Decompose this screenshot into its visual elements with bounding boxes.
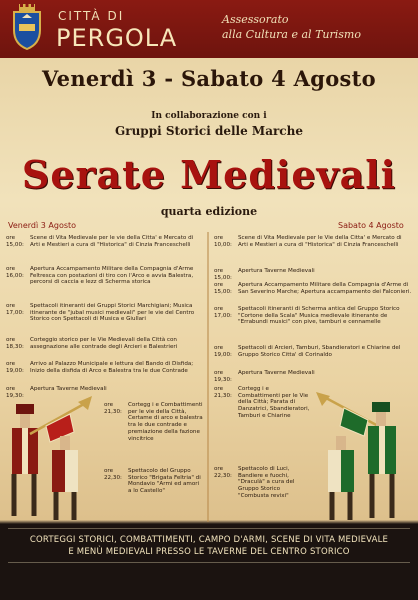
program-item — [6, 266, 202, 286]
program-time: ore 16,00: — [6, 266, 24, 279]
trumpeters-left-illustration — [6, 396, 106, 524]
program-text: Cortegg i e Combattimenti per le vie della Città, Certame di arco e balestra tra le due contrade e premiazione della fazione vincitrice — [128, 402, 203, 442]
program-text: Spettacoli itineranti dei Gruppi Storici Marchigiani; Musica itinerante de "jubal musici medievali" per le vie del Centro Storico con Spettacoli di Musica e Giullari — [30, 303, 195, 323]
trumpeter-right-figure-2 — [328, 436, 354, 520]
program-text: Scene di Vita Medievale per le vie della Citta' e Mercato di Arti e Mestieri a cura di "Historica" di Cinzia Franceschelli — [30, 235, 194, 248]
program-text: Spettacolo del Gruppo Storico "Brigata Feltria" di Mondavio "Armi ed amori a lo Castello" — [128, 468, 201, 495]
program-item-late — [104, 468, 204, 495]
program-time: ore 21,30: — [214, 386, 232, 399]
trumpeter-left-figure — [12, 404, 38, 516]
program-item — [214, 306, 412, 326]
program-time: ore 19,30: — [6, 386, 24, 399]
assessorato-line-1: Assessorato — [222, 13, 289, 26]
program-time: ore 18,30: — [6, 337, 24, 350]
trumpeters-right-illustration — [312, 392, 414, 524]
program-time: ore 15,00: — [214, 282, 232, 295]
trumpet-left-icon — [30, 396, 92, 442]
program-time: ore 22,30: — [104, 468, 122, 481]
program-item — [214, 370, 412, 383]
program-text: Spettacolo di Luci, Bandiere e fuochi, "Draculà" a cura del Gruppo Storico "Combusta revixi" — [238, 466, 295, 499]
collaboration-line: In collaborazione con i — [151, 111, 267, 121]
assessorato-line-2: alla Cultura e al Turismo — [222, 28, 361, 41]
program-item-late — [104, 402, 204, 442]
program-text: Apertura Accampamento Militare della Compagnia d'Arme di San Severino Marche; Apertura accampamento dei Falconieri. — [238, 282, 412, 295]
footer-divider-bottom — [8, 562, 410, 563]
program-time: ore 21,30: — [104, 402, 122, 415]
program-item — [6, 303, 202, 323]
program-time: ore 15,00: — [6, 235, 24, 248]
program-text: Arrivo al Palazzo Municipale e lettura del Bando di Disfida; Inizio della disfida di Arco e Balestra tra le due Contrade — [30, 361, 194, 374]
program-time: ore 19,30: — [214, 370, 232, 383]
program-item — [214, 268, 412, 281]
program-time: ore 15,00: — [214, 268, 232, 281]
program-time: ore 19,00: — [214, 345, 232, 358]
footer-text — [6, 534, 412, 558]
page-title: Serate Medievali — [21, 152, 397, 197]
program-time: ore 19,00: — [6, 361, 24, 374]
program-text: Cortegg i e Combattimenti per le Vie della Città; Parata di Danzatrici, Sbandieratori, Tamburi e Chiarine — [238, 386, 310, 419]
program-text: Apertura Taverne Medievali — [238, 268, 315, 274]
city-label: CITTÀ DI — [58, 9, 125, 23]
saturday-heading: Sabato 4 Agosto — [338, 221, 404, 230]
program-time: ore 17,00: — [6, 303, 24, 316]
program-item — [6, 361, 202, 374]
program-item — [6, 235, 202, 248]
program-text: Apertura Taverne Medievali — [238, 370, 315, 376]
coat-of-arms-icon — [10, 4, 44, 50]
program-text: Spettacoli di Arcieri, Tamburi, Sbandieratori e Chiarine del Gruppo Storico Citta' di Corinaldo — [238, 345, 401, 358]
program-text: Corteggio storico per le Vie Medievali della Città con assegnazione alle contrade degli Arcieri e Balestrieri — [30, 337, 178, 350]
footer-line-2: E MENÙ MEDIEVALI PRESSO LE TAVERNE DEL CENTRO STORICO — [68, 547, 350, 557]
program-time: ore 22,30: — [214, 466, 232, 479]
program-item — [214, 345, 412, 358]
event-dates: Venerdì 3 - Sabato 4 Agosto — [42, 66, 376, 91]
program-time: ore 17,00: — [214, 306, 232, 319]
header-band — [0, 0, 418, 58]
program-text: Apertura Taverne Medievali — [30, 386, 107, 392]
program-text: Scene di Vita Medievale per le Vie della Citta' e Mercato di Arti e Mestieri a cura di "Historica" di Cinzia Franceschelli — [238, 235, 402, 248]
trumpeter-left-figure-2 — [52, 436, 78, 520]
trumpeter-right-figure — [368, 402, 396, 518]
city-name: PERGOLA — [56, 24, 178, 52]
program-item — [214, 282, 412, 295]
column-divider — [207, 232, 209, 522]
program-text: Apertura Accampamento Militare della Compagnia d'Arme Feltresca con postazioni di tiro con l'Arco e avvia Balestra, percorsi di caccia e lezz di Scherma storica — [30, 266, 194, 286]
assessorato — [222, 12, 414, 42]
friday-heading: Venerdì 3 Agosto — [8, 221, 77, 230]
footer-divider-top — [8, 528, 410, 529]
program-text: Spettacoli itineranti di Scherma antica del Gruppo Storico "Cortone della Scala" Musica medievale itinerante de "Errabundi musici" con pive, tamburi e cennamelle — [238, 306, 400, 326]
program-time: ore 10,00: — [214, 235, 232, 248]
program-item — [214, 235, 412, 248]
program-item-late — [214, 466, 310, 500]
footer-line-1: CORTEGGI STORICI, COMBATTIMENTI, CAMPO D'ARMI, SCENE DI VITA MEDIEVALE — [29, 535, 389, 545]
groups-line: Gruppi Storici delle Marche — [115, 124, 303, 138]
program-item — [6, 337, 202, 350]
program-item-late — [214, 386, 310, 420]
edition-label: quarta edizione — [160, 205, 258, 218]
